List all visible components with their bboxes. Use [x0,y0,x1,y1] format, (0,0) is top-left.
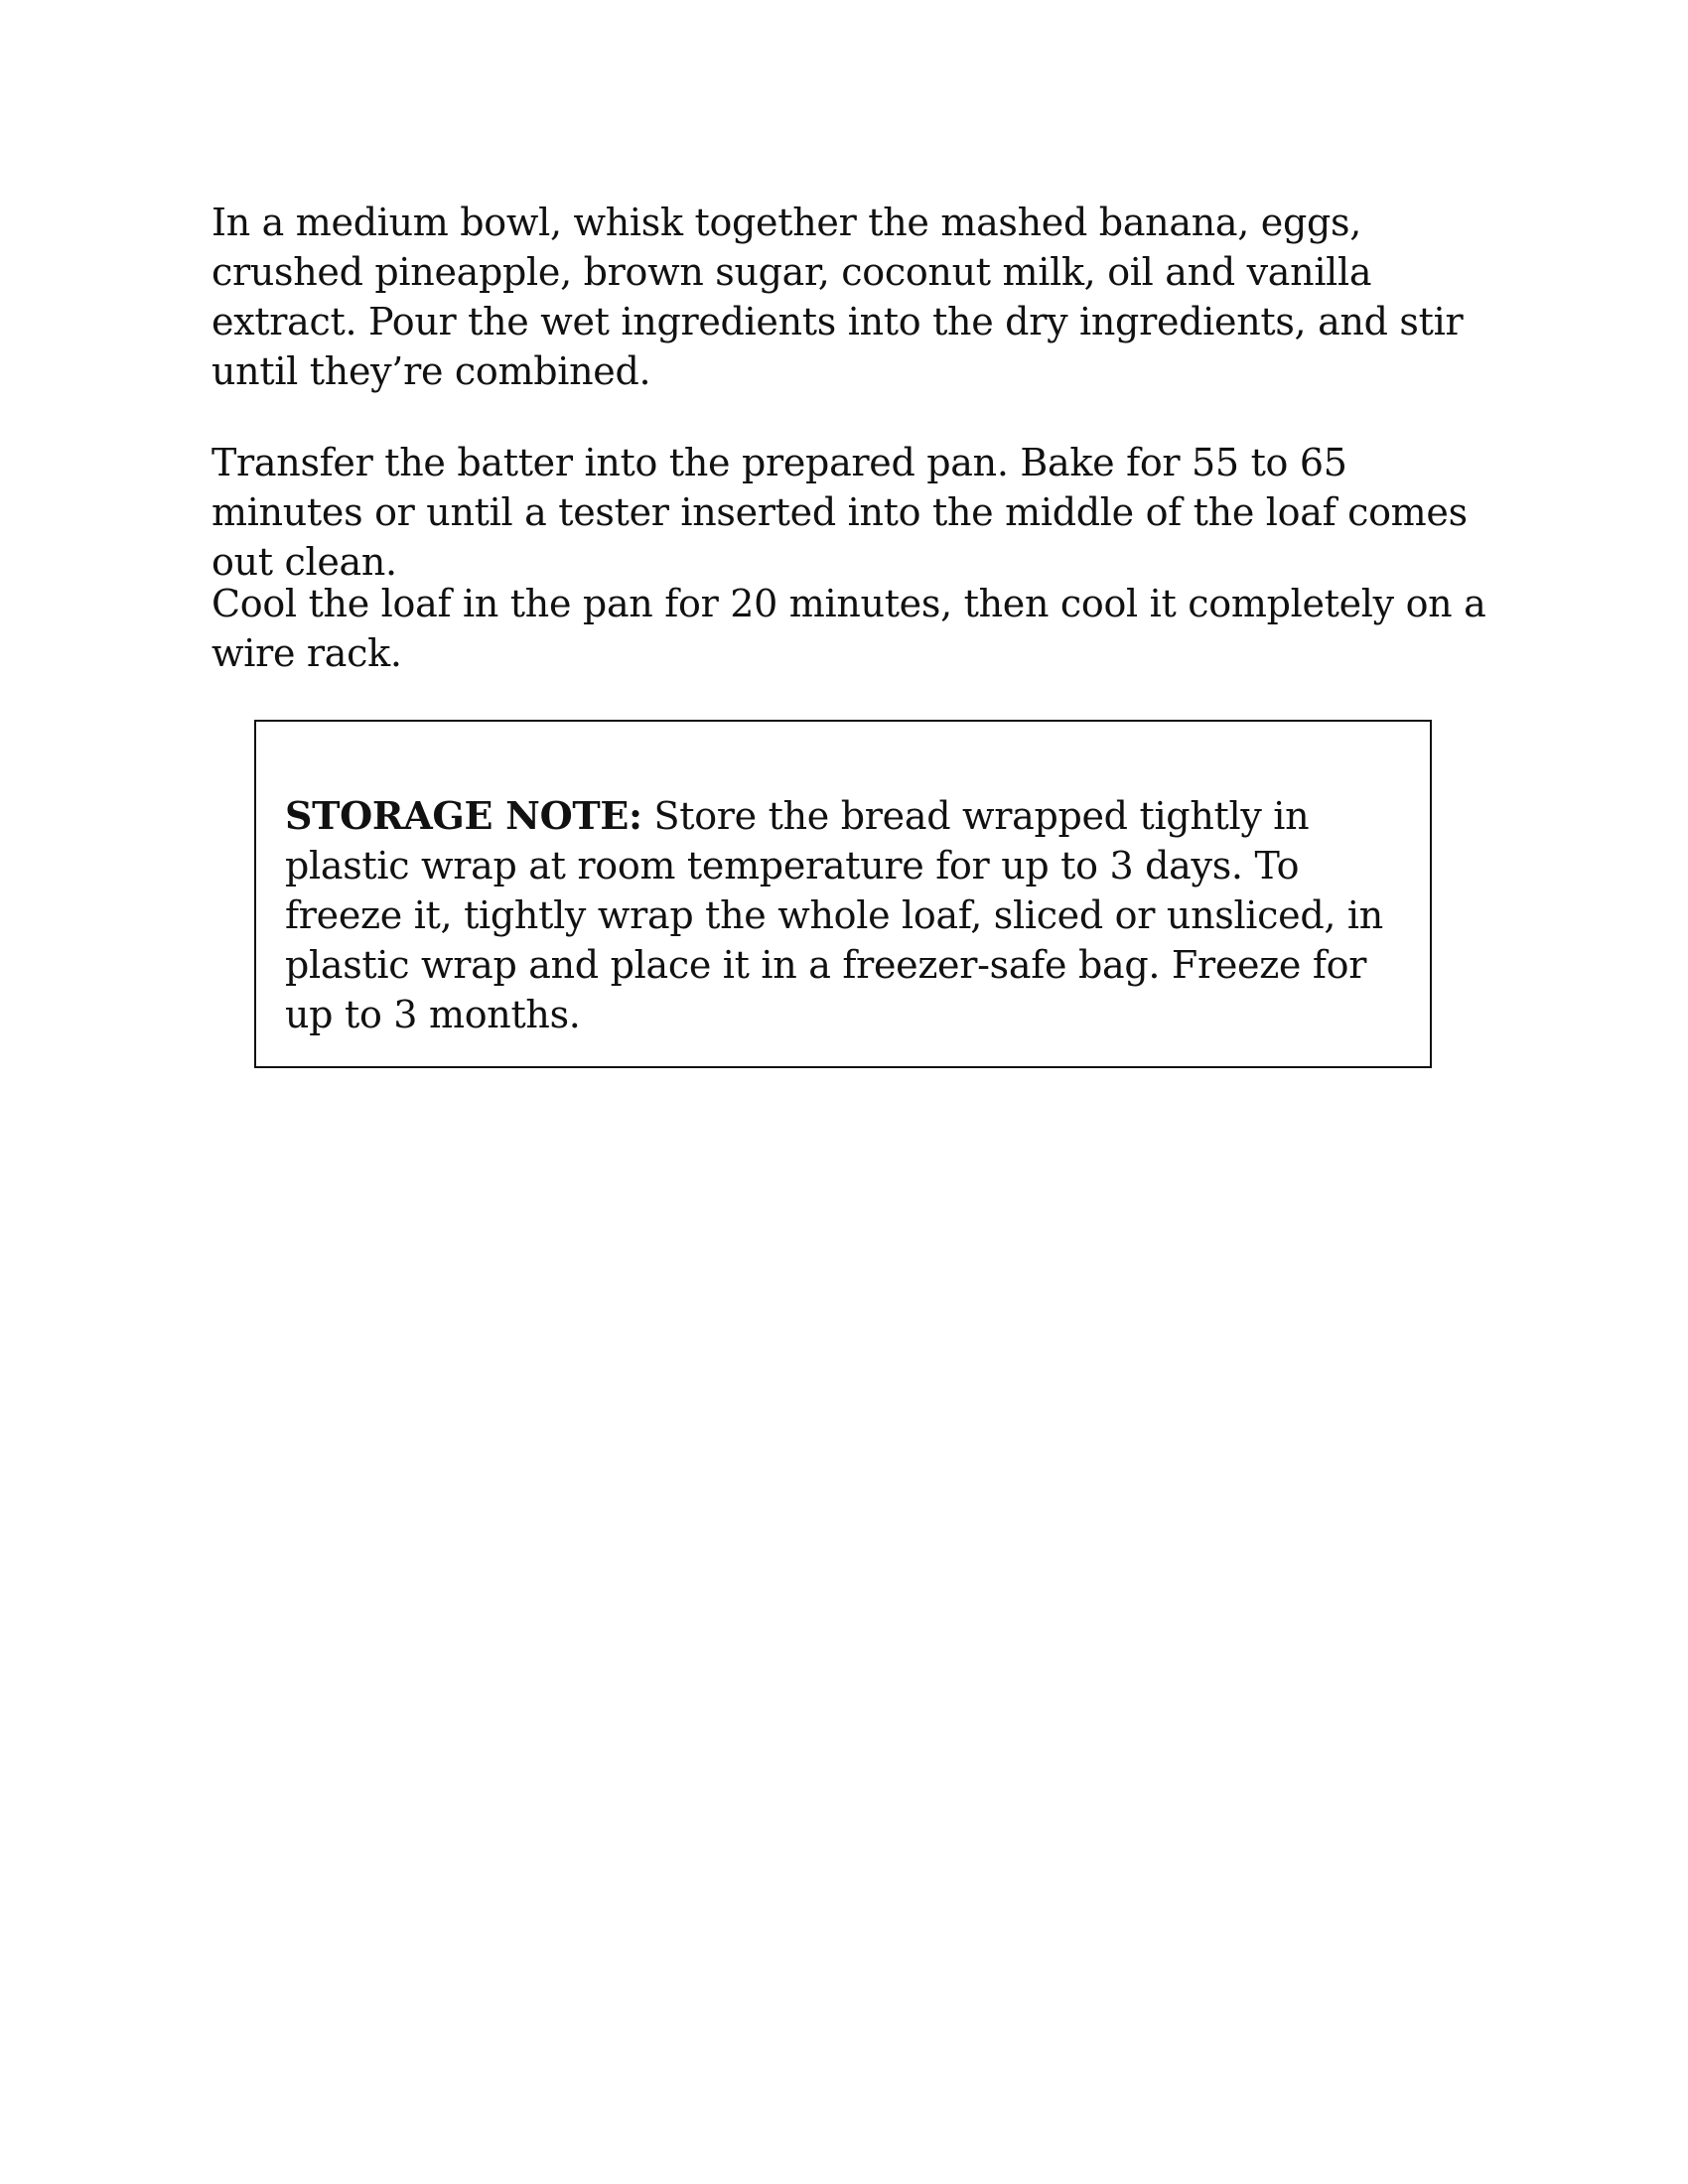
instruction-paragraph-bake: Transfer the batter into the prepared pan. Bake for 55 to 65 minutes or until a tester inserted into the middle of the loaf comes out clean. [211,441,1468,584]
instruction-paragraph-mix: In a medium bowl, whisk together the mashed banana, eggs, crushed pineapple, brown sugar, coconut milk, oil and vanilla extract. Pour the wet ingredients into the dry ingredients, and stir until they’re combined. [211,201,1464,393]
storage-note-box [254,720,1432,1068]
instruction-paragraph-cool: Cool the loaf in the pan for 20 minutes, then cool it completely on a wire rack. [211,582,1486,675]
storage-note-label: STORAGE NOTE: [285,793,642,838]
storage-note-text [285,791,1417,1039]
storage-note-body: Store the bread wrapped tightly in plastic wrap at room temperature for up to 3 days. To freeze it, tightly wrap the whole loaf, sliced or unsliced, in plastic wrap and place it in a freezer-safe bag. Freeze for up to 3 months. [285,794,1383,1036]
